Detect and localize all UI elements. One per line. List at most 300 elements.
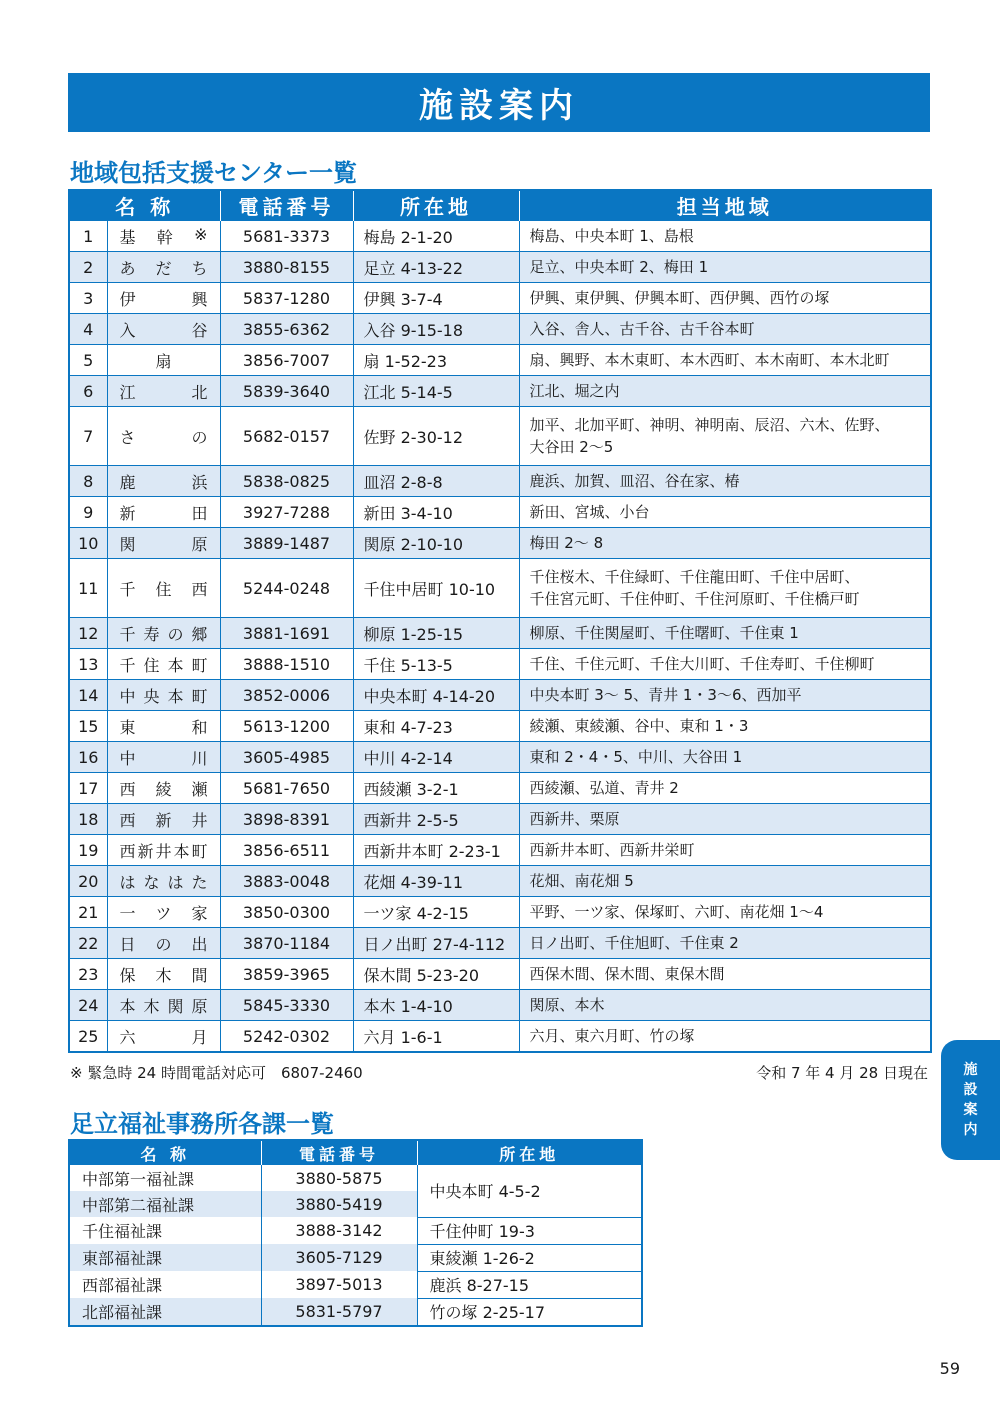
center-name-char: 基 xyxy=(119,227,136,247)
address: 伊興 3-7-4 xyxy=(353,283,519,314)
center-name-char: 本 xyxy=(167,686,184,706)
office-name: 中部第二福祉課 xyxy=(69,1191,261,1217)
service-area-line: 扇、興野、本木東町、本木西町、本木南町、本木北町 xyxy=(529,351,890,369)
section-title-centers: 地域包括支援センター一覧 xyxy=(70,159,358,187)
row-number: 8 xyxy=(69,466,107,497)
table-row xyxy=(69,804,931,835)
service-area-line: 西綾瀬、弘道、青井 2 xyxy=(529,779,679,797)
phone-number: 5839-3640 xyxy=(220,376,353,407)
office-name: 北部福祉課 xyxy=(69,1298,261,1326)
center-name-chars xyxy=(120,839,208,862)
row-number: 15 xyxy=(69,711,107,742)
center-name-chars xyxy=(120,470,208,493)
center-name-char: 西 xyxy=(191,579,208,599)
row-number: 12 xyxy=(69,618,107,649)
center-name-char: 浜 xyxy=(191,472,208,492)
service-area-line: 関原、本木 xyxy=(529,996,605,1014)
service-area-line: 柳原、千住関屋町、千住曙町、千住東 1 xyxy=(529,624,799,642)
service-area-line: 東和 2・4・5、中川、大谷田 1 xyxy=(529,748,743,766)
emergency-note: ※ 緊急時 24 時間電話対応可 6807-2460 xyxy=(70,1064,363,1082)
service-area xyxy=(519,866,931,897)
center-name-char: ツ xyxy=(155,903,172,923)
address: 梅島 2-1-20 xyxy=(353,221,519,252)
table-row xyxy=(69,466,931,497)
table-row xyxy=(69,773,931,804)
address: 東綾瀬 1-26-2 xyxy=(417,1244,642,1271)
side-tab-char: 内 xyxy=(963,1122,978,1138)
table-row xyxy=(69,897,931,928)
service-area xyxy=(519,618,931,649)
service-area-line: 西新井、栗原 xyxy=(529,810,620,828)
center-name xyxy=(107,897,220,928)
service-area-line: 六月、東六月町、竹の塚 xyxy=(529,1027,695,1045)
service-area xyxy=(519,466,931,497)
center-name-chars xyxy=(120,287,208,310)
table-row xyxy=(69,959,931,990)
service-area xyxy=(519,221,931,252)
table-row xyxy=(69,252,931,283)
row-number: 10 xyxy=(69,528,107,559)
center-name-char: 央 xyxy=(143,686,160,706)
phone-number: 3852-0006 xyxy=(220,680,353,711)
office-name: 千住福祉課 xyxy=(69,1217,261,1244)
center-name-char: な xyxy=(143,872,160,892)
address: 保木間 5-23-20 xyxy=(353,959,519,990)
center-name-char: 新 xyxy=(155,810,172,830)
service-area xyxy=(519,1021,931,1053)
center-name-chars xyxy=(120,256,208,279)
center-name-char: 綾 xyxy=(155,779,172,799)
service-area xyxy=(519,314,931,345)
address: 江北 5-14-5 xyxy=(353,376,519,407)
center-name-char: 西 xyxy=(119,810,136,830)
phone-number: 5244-0248 xyxy=(220,559,353,618)
center-name xyxy=(107,283,220,314)
row-number: 14 xyxy=(69,680,107,711)
table-row xyxy=(69,559,931,618)
center-name-char: 住 xyxy=(143,655,160,675)
center-name-char: 町 xyxy=(191,841,208,861)
row-number: 5 xyxy=(69,345,107,376)
address: 花畑 4-39-11 xyxy=(353,866,519,897)
row-number: 1 xyxy=(69,221,107,252)
center-name-char: 本 xyxy=(173,841,190,861)
center-name xyxy=(107,221,220,252)
table-row xyxy=(69,1244,642,1271)
address: 中川 4-2-14 xyxy=(353,742,519,773)
center-name-char: 入 xyxy=(119,320,136,340)
welfare-table xyxy=(68,1139,643,1327)
service-area xyxy=(519,497,931,528)
phone-number: 3888-1510 xyxy=(220,649,353,680)
service-area xyxy=(519,376,931,407)
center-name xyxy=(107,407,220,466)
row-number: 4 xyxy=(69,314,107,345)
table-row xyxy=(69,497,931,528)
service-area xyxy=(519,959,931,990)
phone-number: 3881-1691 xyxy=(220,618,353,649)
section-title-welfare: 足立福祉事務所各課一覧 xyxy=(70,1110,334,1138)
service-area xyxy=(519,283,931,314)
phone-number: 5845-3330 xyxy=(220,990,353,1021)
table-row xyxy=(69,618,931,649)
center-name-char: 住 xyxy=(155,579,172,599)
phone-number: 5682-0157 xyxy=(220,407,353,466)
center-name-char: 井 xyxy=(191,810,208,830)
center-name-chars xyxy=(120,932,208,955)
row-number: 20 xyxy=(69,866,107,897)
center-name-char: 出 xyxy=(191,934,208,954)
service-area xyxy=(519,559,931,618)
center-name-char: 間 xyxy=(191,965,208,985)
center-name-char: 鹿 xyxy=(119,472,136,492)
center-name xyxy=(107,497,220,528)
as-of-date: 令和 7 年 4 月 28 日現在 xyxy=(756,1064,928,1082)
center-name-chars xyxy=(120,380,208,403)
center-name xyxy=(107,804,220,835)
center-name-chars xyxy=(120,746,208,769)
center-name-char: 瀬 xyxy=(191,779,208,799)
center-name-char: 新 xyxy=(119,503,136,523)
row-number: 13 xyxy=(69,649,107,680)
center-name xyxy=(107,680,220,711)
phone-number: 3605-4985 xyxy=(220,742,353,773)
side-tab-char: 案 xyxy=(963,1102,978,1118)
center-name-char: は xyxy=(167,872,184,892)
phone-number: 3605-7129 xyxy=(261,1244,417,1271)
center-name xyxy=(107,1021,220,1053)
address: 扇 1-52-23 xyxy=(353,345,519,376)
table-row xyxy=(69,990,931,1021)
center-name-char: 興 xyxy=(191,289,208,309)
service-area-line: 日ノ出町、千住旭町、千住東 2 xyxy=(529,934,739,952)
table-row xyxy=(69,1271,642,1298)
service-area-line: 大谷田 2～5 xyxy=(529,438,614,456)
phone-number: 5613-1200 xyxy=(220,711,353,742)
center-name-char: 中 xyxy=(119,748,136,768)
col-header-tel: 電話番号 xyxy=(261,1140,417,1165)
center-name-char: 川 xyxy=(191,748,208,768)
office-name: 中部第一福祉課 xyxy=(69,1165,261,1191)
center-name-chars xyxy=(120,901,208,924)
center-name-chars xyxy=(120,425,208,448)
center-name-char: 原 xyxy=(191,534,208,554)
table-row xyxy=(69,1217,642,1244)
center-name-char: 伊 xyxy=(119,289,136,309)
center-name-char: 扇 xyxy=(155,351,172,371)
center-name-char: 幹 xyxy=(156,227,173,247)
center-name xyxy=(107,649,220,680)
address: 足立 4-13-22 xyxy=(353,252,519,283)
address: 六月 1-6-1 xyxy=(353,1021,519,1053)
center-name-char: 一 xyxy=(119,903,136,923)
col-header-name: 名 称 xyxy=(69,190,220,221)
center-name xyxy=(107,618,220,649)
service-area xyxy=(519,649,931,680)
service-area-line: 伊興、東伊興、伊興本町、西伊興、西竹の塚 xyxy=(529,289,830,307)
table-row xyxy=(69,376,931,407)
table-row xyxy=(69,866,931,897)
address: 入谷 9-15-18 xyxy=(353,314,519,345)
center-name-char: 木 xyxy=(143,996,160,1016)
service-area xyxy=(519,835,931,866)
phone-number: 3855-6362 xyxy=(220,314,353,345)
center-name xyxy=(107,345,220,376)
address: 柳原 1-25-15 xyxy=(353,618,519,649)
center-name xyxy=(107,835,220,866)
service-area-line: 鹿浜、加賀、皿沼、谷在家、椿 xyxy=(529,472,740,490)
service-area xyxy=(519,990,931,1021)
page-banner-title: 施設案内 xyxy=(68,73,930,132)
address: 中央本町 4-14-20 xyxy=(353,680,519,711)
col-header-address: 所在地 xyxy=(353,190,519,221)
center-name-char: 関 xyxy=(119,534,136,554)
phone-number: 3889-1487 xyxy=(220,528,353,559)
center-name-chars xyxy=(120,577,208,600)
service-area-line: 加平、北加平町、神明、神明南、辰沼、六木、佐野、 xyxy=(529,416,890,434)
row-number: 9 xyxy=(69,497,107,528)
service-area-line: 西保木間、保木間、東保木間 xyxy=(529,965,725,983)
table-row xyxy=(69,742,931,773)
service-area xyxy=(519,928,931,959)
center-name-char: の xyxy=(155,934,172,954)
center-name xyxy=(107,466,220,497)
service-area xyxy=(519,804,931,835)
center-name-char: は xyxy=(119,872,136,892)
address: 日ノ出町 27-4-112 xyxy=(353,928,519,959)
center-name-char: 原 xyxy=(191,996,208,1016)
center-name-char: 江 xyxy=(119,382,136,402)
center-name-chars xyxy=(120,808,208,831)
center-name xyxy=(107,528,220,559)
service-area-line: 中央本町 3～ 5、青井 1・3～6、西加平 xyxy=(529,686,802,704)
center-name-char: 北 xyxy=(191,382,208,402)
table-row xyxy=(69,649,931,680)
service-area xyxy=(519,742,931,773)
service-area-line: 綾瀬、東綾瀬、谷中、東和 1・3 xyxy=(529,717,749,735)
side-tab-char: 設 xyxy=(963,1082,978,1098)
address: 一ツ家 4-2-15 xyxy=(353,897,519,928)
center-name-chars xyxy=(120,684,208,707)
service-area-line: 梅島、中央本町 1、島根 xyxy=(529,227,694,245)
table-row xyxy=(69,221,931,252)
address: 西綾瀬 3-2-1 xyxy=(353,773,519,804)
welfare-table-header xyxy=(69,1140,642,1165)
row-number: 22 xyxy=(69,928,107,959)
table-row xyxy=(69,1021,931,1053)
center-name-chars xyxy=(120,349,208,372)
service-area-line: 千住桜木、千住緑町、千住龍田町、千住中居町、 xyxy=(529,568,860,586)
table-row xyxy=(69,407,931,466)
center-name-char: 千 xyxy=(119,624,136,644)
row-number: 2 xyxy=(69,252,107,283)
service-area xyxy=(519,680,931,711)
table-row xyxy=(69,711,931,742)
service-area-line: 梅田 2～ 8 xyxy=(529,534,604,552)
center-name xyxy=(107,866,220,897)
center-name-chars xyxy=(120,1025,208,1048)
phone-number: 3856-6511 xyxy=(220,835,353,866)
phone-number: 5681-7650 xyxy=(220,773,353,804)
center-name-char: 新 xyxy=(137,841,154,861)
phone-number: 3927-7288 xyxy=(220,497,353,528)
address: 千住 5-13-5 xyxy=(353,649,519,680)
service-area xyxy=(519,897,931,928)
center-name-char: 町 xyxy=(191,686,208,706)
address: 竹の塚 2-25-17 xyxy=(417,1298,642,1326)
phone-number: 3898-8391 xyxy=(220,804,353,835)
center-name-chars xyxy=(120,318,208,341)
center-name-char: 六 xyxy=(119,1027,136,1047)
center-name-char: 木 xyxy=(155,965,172,985)
center-name-char: 千 xyxy=(119,579,136,599)
center-name-char: 中 xyxy=(119,686,136,706)
service-area-line: 江北、堀之内 xyxy=(529,382,620,400)
center-name-char: 田 xyxy=(191,503,208,523)
phone-number: 5242-0302 xyxy=(220,1021,353,1053)
centers-table xyxy=(68,189,932,1053)
center-name-char: の xyxy=(191,427,208,447)
table-row xyxy=(69,528,931,559)
center-name-chars xyxy=(120,532,208,555)
table-row xyxy=(69,928,931,959)
center-name xyxy=(107,990,220,1021)
center-name-chars xyxy=(120,225,208,248)
phone-number: 3888-3142 xyxy=(261,1217,417,1244)
phone-number: 5831-5797 xyxy=(261,1298,417,1326)
service-area-line: 千住宮元町、千住仲町、千住河原町、千住橋戸町 xyxy=(529,590,860,608)
centers-table-header xyxy=(69,190,931,221)
phone-number: 5838-0825 xyxy=(220,466,353,497)
center-name-char: 東 xyxy=(119,717,136,737)
col-header-area: 担当地域 xyxy=(519,190,931,221)
row-number: 17 xyxy=(69,773,107,804)
center-name xyxy=(107,376,220,407)
row-number: 21 xyxy=(69,897,107,928)
address: 東和 4-7-23 xyxy=(353,711,519,742)
service-area xyxy=(519,407,931,466)
table-row xyxy=(69,835,931,866)
center-name xyxy=(107,742,220,773)
service-area-line: 千住、千住元町、千住大川町、千住寿町、千住柳町 xyxy=(529,655,875,673)
center-name-char: 家 xyxy=(191,903,208,923)
service-area-line: 西新井本町、西新井栄町 xyxy=(529,841,695,859)
address: 関原 2-10-10 xyxy=(353,528,519,559)
row-number: 24 xyxy=(69,990,107,1021)
service-area-line: 新田、宮城、小台 xyxy=(529,503,650,521)
row-number: 18 xyxy=(69,804,107,835)
row-number: 25 xyxy=(69,1021,107,1053)
service-area-line: 足立、中央本町 2、梅田 1 xyxy=(529,258,709,276)
office-name: 東部福祉課 xyxy=(69,1244,261,1271)
phone-number: 3880-8155 xyxy=(220,252,353,283)
center-name-chars xyxy=(120,653,208,676)
center-name-char: あ xyxy=(119,258,136,278)
row-number: 6 xyxy=(69,376,107,407)
phone-number: 3880-5875 xyxy=(261,1165,417,1191)
phone-number: 3850-0300 xyxy=(220,897,353,928)
center-name-char: た xyxy=(191,872,208,892)
table-row xyxy=(69,345,931,376)
row-number: 16 xyxy=(69,742,107,773)
table-row xyxy=(69,283,931,314)
service-area xyxy=(519,252,931,283)
center-name-char: ち xyxy=(191,258,208,278)
center-name-char: 西 xyxy=(119,779,136,799)
address: 中央本町 4-5-2 xyxy=(417,1165,642,1217)
center-name-char: 寿 xyxy=(143,624,160,644)
phone-number: 3883-0048 xyxy=(220,866,353,897)
phone-number: 3870-1184 xyxy=(220,928,353,959)
center-name-char: さ xyxy=(119,427,136,447)
address: 千住仲町 19-3 xyxy=(417,1217,642,1244)
center-name xyxy=(107,928,220,959)
center-name-chars xyxy=(120,715,208,738)
address: 新田 3-4-10 xyxy=(353,497,519,528)
office-name: 西部福祉課 xyxy=(69,1271,261,1298)
phone-number: 3897-5013 xyxy=(261,1271,417,1298)
center-name-char: 千 xyxy=(119,655,136,675)
service-area-line: 平野、一ツ家、保塚町、六町、南花畑 1～4 xyxy=(529,903,824,921)
center-name-char: 日 xyxy=(119,934,136,954)
center-name xyxy=(107,959,220,990)
center-name-char: の xyxy=(167,624,184,644)
row-number: 23 xyxy=(69,959,107,990)
center-name xyxy=(107,711,220,742)
phone-number: 3856-7007 xyxy=(220,345,353,376)
col-header-address: 所在地 xyxy=(417,1140,642,1165)
address: 西新井 2-5-5 xyxy=(353,804,519,835)
service-area xyxy=(519,528,931,559)
col-header-tel: 電話番号 xyxy=(220,190,353,221)
phone-number: 3859-3965 xyxy=(220,959,353,990)
center-name-char: 本 xyxy=(119,996,136,1016)
phone-number: 3880-5419 xyxy=(261,1191,417,1217)
side-tab-char: 施 xyxy=(963,1062,978,1078)
center-name xyxy=(107,252,220,283)
side-index-tab[interactable] xyxy=(941,1040,1000,1160)
address: 西新井本町 2-23-1 xyxy=(353,835,519,866)
center-name-chars xyxy=(120,870,208,893)
center-name-char: 井 xyxy=(155,841,172,861)
center-name-char: 郷 xyxy=(191,624,208,644)
center-name-chars xyxy=(120,777,208,800)
service-area-line: 入谷、舎人、古千谷、古千谷本町 xyxy=(529,320,755,338)
center-name-chars xyxy=(120,963,208,986)
center-name-char: 月 xyxy=(191,1027,208,1047)
address: 皿沼 2-8-8 xyxy=(353,466,519,497)
table-row xyxy=(69,680,931,711)
service-area-line: 花畑、南花畑 5 xyxy=(529,872,634,890)
service-area xyxy=(519,773,931,804)
table-row xyxy=(69,1165,642,1191)
phone-number: 5837-1280 xyxy=(220,283,353,314)
address: 本木 1-4-10 xyxy=(353,990,519,1021)
table-row xyxy=(69,1298,642,1326)
center-name-char: 関 xyxy=(167,996,184,1016)
address: 佐野 2-30-12 xyxy=(353,407,519,466)
page-number: 59 xyxy=(939,1359,960,1378)
row-number: 11 xyxy=(69,559,107,618)
center-name-char: 谷 xyxy=(191,320,208,340)
phone-number: 5681-3373 xyxy=(220,221,353,252)
center-name-char: 和 xyxy=(191,717,208,737)
center-name-char: 本 xyxy=(167,655,184,675)
center-name-chars xyxy=(120,994,208,1017)
address: 鹿浜 8-27-15 xyxy=(417,1271,642,1298)
col-header-name: 名 称 xyxy=(69,1140,261,1165)
center-name xyxy=(107,773,220,804)
